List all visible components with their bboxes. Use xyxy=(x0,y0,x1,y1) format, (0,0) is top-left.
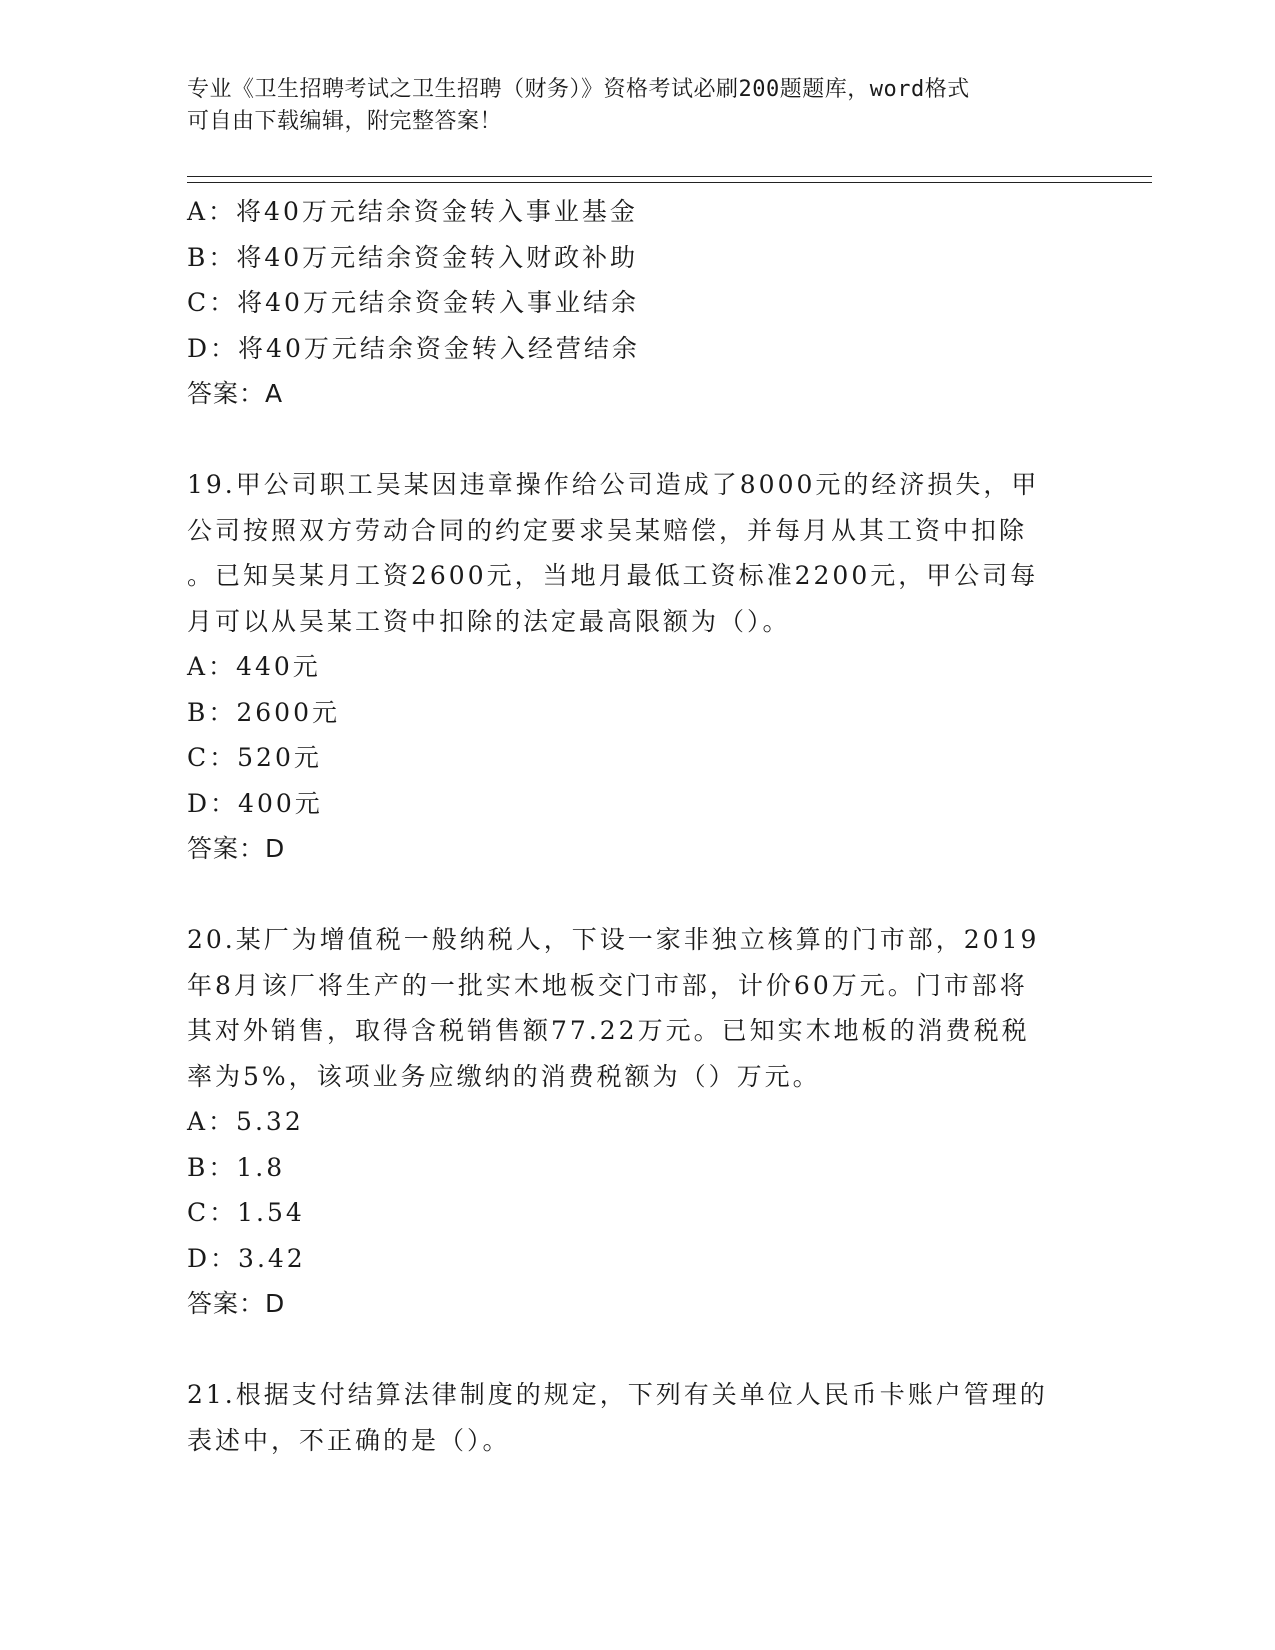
question-20 xyxy=(187,917,1087,1327)
question-21 xyxy=(187,1372,1087,1463)
option-b: B：2600元 xyxy=(187,697,340,727)
question-stem-line: 年8月该厂将生产的一批实木地板交门市部，计价60万元。门市部将 xyxy=(187,970,1028,1000)
question-stem-line: 21.根据支付结算法律制度的规定，下列有关单位人民币卡账户管理的 xyxy=(187,1380,1048,1409)
header-line-2: 可自由下载编辑，附完整答案！ xyxy=(187,109,503,134)
option-c: C：1.54 xyxy=(187,1198,305,1227)
question-stem-line: 19.甲公司职工吴某因违章操作给公司造成了8000元的经济损失，甲 xyxy=(187,470,1040,499)
answer: 答案：A xyxy=(187,379,284,408)
spacer xyxy=(187,1327,1087,1373)
header-divider-top xyxy=(187,176,1152,177)
header-line-1: 专业《卫生招聘考试之卫生招聘（财务）》资格考试必刷200题题库，word格式 xyxy=(187,77,970,102)
question-19 xyxy=(187,462,1087,872)
option-c: C：将40万元结余资金转入事业结余 xyxy=(187,288,639,317)
document-header xyxy=(187,74,1067,138)
option-c: C：520元 xyxy=(187,743,322,772)
spacer xyxy=(187,872,1087,918)
option-a: A：5.32 xyxy=(187,1107,304,1136)
question-stem-line: 其对外销售，取得含税销售额77.22万元。已知实木地板的消费税税 xyxy=(187,1016,1030,1045)
option-b: B：1.8 xyxy=(187,1152,286,1182)
question-stem-line: 20.某厂为增值税一般纳税人，下设一家非独立核算的门市部，2019 xyxy=(187,925,1040,954)
option-d: D：3.42 xyxy=(187,1243,306,1273)
question-18 xyxy=(187,189,1087,417)
option-a: A：440元 xyxy=(187,652,321,681)
question-stem-line: 。已知吴某月工资2600元，当地月最低工资标准2200元，甲公司每 xyxy=(187,561,1039,590)
answer: 答案：D xyxy=(187,834,286,863)
option-a: A：将40万元结余资金转入事业基金 xyxy=(187,197,638,226)
spacer xyxy=(187,417,1087,463)
question-stem-line: 月可以从吴某工资中扣除的法定最高限额为（）。 xyxy=(187,606,791,636)
question-content xyxy=(187,189,1087,1463)
question-stem-line: 率为5%，该项业务应缴纳的消费税额为（）万元。 xyxy=(187,1061,821,1091)
header-divider-bottom xyxy=(187,182,1152,183)
question-stem-line: 表述中，不正确的是（）。 xyxy=(187,1425,511,1455)
option-d: D：将40万元结余资金转入经营结余 xyxy=(187,333,640,363)
option-b: B：将40万元结余资金转入财政补助 xyxy=(187,242,639,272)
question-stem-line: 公司按照双方劳动合同的约定要求吴某赔偿，并每月从其工资中扣除 xyxy=(187,515,1028,545)
option-d: D：400元 xyxy=(187,788,323,818)
answer: 答案：D xyxy=(187,1289,286,1318)
